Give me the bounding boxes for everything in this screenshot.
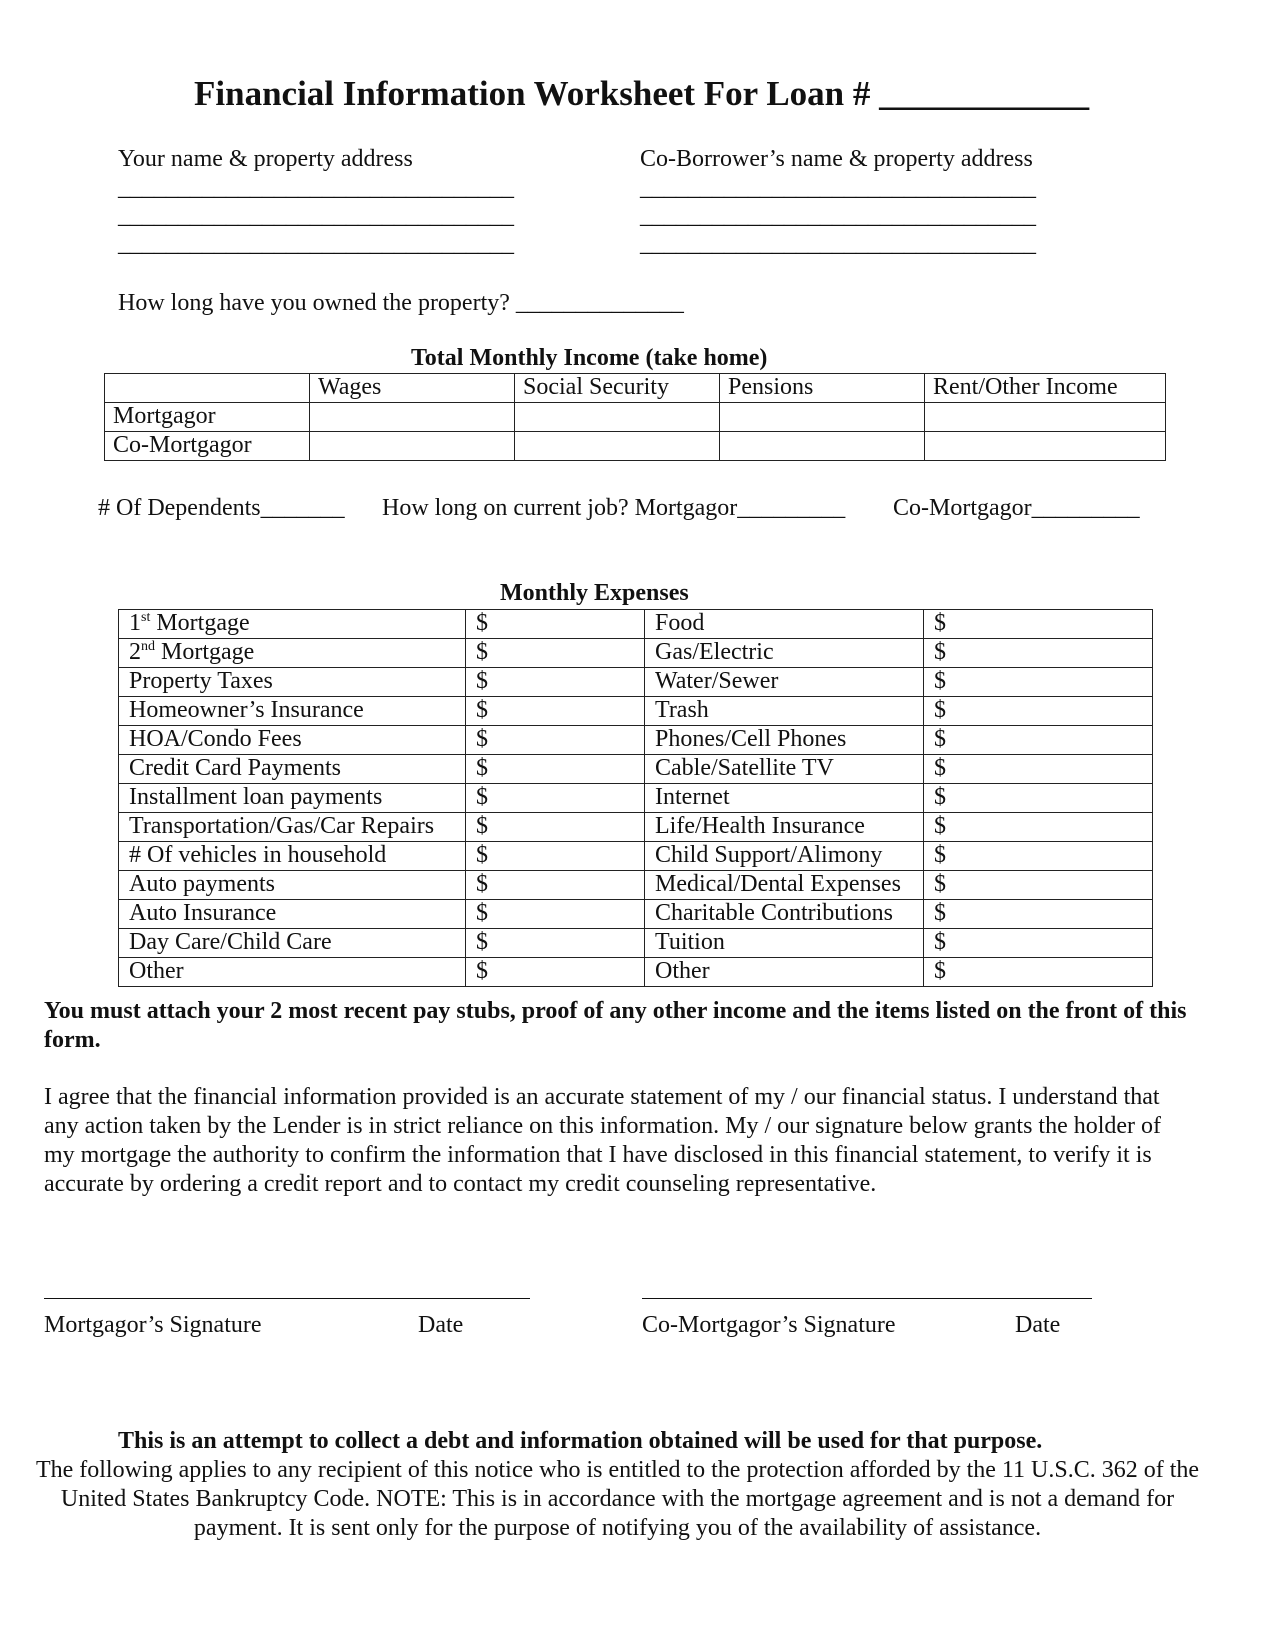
expense-label-text: Installment loan payments [129, 784, 383, 810]
table-row [105, 403, 1166, 432]
table-row [119, 697, 1153, 726]
expense-amount-left[interactable]: $ [466, 871, 645, 900]
expense-label-text: 2 [129, 639, 141, 665]
mortgagor-signature-line[interactable] [44, 1298, 530, 1299]
expense-label-text: Transportation/Gas/Car Repairs [129, 813, 435, 839]
table-row [119, 813, 1153, 842]
expense-label-text: Day Care/Child Care [129, 929, 332, 955]
income-input-cell[interactable] [720, 432, 925, 461]
expense-amount-left[interactable]: $ [466, 784, 645, 813]
expense-label-text: Credit Card Payments [129, 755, 341, 781]
expense-label-left [119, 929, 466, 958]
expense-label-left [119, 755, 466, 784]
expense-label-left [119, 610, 466, 639]
table-row [119, 842, 1153, 871]
expense-amount-right[interactable]: $ [924, 813, 1153, 842]
income-input-cell[interactable] [720, 403, 925, 432]
expense-amount-right[interactable]: $ [924, 871, 1153, 900]
coborrower-line-1[interactable]: _________________________________ [640, 175, 1036, 201]
expense-label-right: Gas/Electric [645, 639, 924, 668]
expenses-table [118, 609, 1153, 987]
debt-collection-notice: This is an attempt to collect a debt and information obtained will be used for that purpose. [118, 1428, 1043, 1454]
expense-label-right: Trash [645, 697, 924, 726]
mortgagor-date-label: Date [418, 1312, 464, 1338]
expense-label-text: # Of vehicles in household [129, 842, 387, 868]
expense-amount-right[interactable]: $ [924, 900, 1153, 929]
borrower-line-1[interactable]: _________________________________ [118, 175, 514, 201]
table-row [119, 958, 1153, 987]
table-row [119, 755, 1153, 784]
borrower-line-2[interactable]: _________________________________ [118, 203, 514, 229]
table-header-cell: Rent/Other Income [925, 374, 1166, 403]
expense-label-right: Life/Health Insurance [645, 813, 924, 842]
job-duration-mortgagor-field[interactable]: How long on current job? Mortgagor_________ [382, 495, 846, 521]
coborrower-line-3[interactable]: _________________________________ [640, 231, 1036, 257]
expense-label-right: Medical/Dental Expenses [645, 871, 924, 900]
agreement-text: I agree that the financial information provided is an accurate statement of my / our financial status. I understand that any action taken by the Lender is in strict reliance on this information. My / our signature below grants the holder of my mortgage the authority to confirm the information that I have disclosed in this financial statement, to verify it is accurate by ordering a credit report and to contact my credit counseling representative. [44, 1084, 1162, 1197]
expense-amount-left[interactable]: $ [466, 900, 645, 929]
table-row [119, 610, 1153, 639]
expense-amount-right[interactable]: $ [924, 697, 1153, 726]
expense-amount-left[interactable]: $ [466, 813, 645, 842]
table-row [119, 871, 1153, 900]
expense-label-text: Homeowner’s Insurance [129, 697, 364, 723]
expense-amount-right[interactable]: $ [924, 958, 1153, 987]
expense-label-left [119, 871, 466, 900]
expense-amount-left[interactable]: $ [466, 755, 645, 784]
expense-label-text-rest: Mortgage [150, 610, 250, 636]
expense-label-left [119, 784, 466, 813]
expense-label-right: Other [645, 958, 924, 987]
expense-amount-right[interactable]: $ [924, 842, 1153, 871]
income-input-cell[interactable] [310, 432, 515, 461]
expense-amount-right[interactable]: $ [924, 929, 1153, 958]
comortgagor-signature-line[interactable] [642, 1298, 1092, 1299]
expense-label-text: HOA/Condo Fees [129, 726, 302, 752]
expense-label-right: Water/Sewer [645, 668, 924, 697]
expense-label-right: Internet [645, 784, 924, 813]
table-header-cell: Wages [310, 374, 515, 403]
expense-amount-left[interactable]: $ [466, 929, 645, 958]
expense-label-left [119, 639, 466, 668]
table-row [119, 900, 1153, 929]
table-header-cell: Social Security [515, 374, 720, 403]
expense-amount-left[interactable]: $ [466, 639, 645, 668]
expense-label-text-rest: Mortgage [155, 639, 255, 665]
expense-label-text: 1 [129, 610, 141, 636]
income-input-cell[interactable] [310, 403, 515, 432]
expense-label-left [119, 958, 466, 987]
mortgagor-signature-label: Mortgagor’s Signature [44, 1312, 262, 1338]
borrower-label: Your name & property address [118, 146, 413, 172]
expense-label-right: Food [645, 610, 924, 639]
borrower-line-3[interactable]: _________________________________ [118, 231, 514, 257]
expense-label-text: Auto Insurance [129, 900, 277, 926]
expense-amount-left[interactable]: $ [466, 610, 645, 639]
expense-amount-right[interactable]: $ [924, 668, 1153, 697]
owned-property-question[interactable]: How long have you owned the property? ______________ [118, 290, 684, 316]
expense-label-left [119, 668, 466, 697]
expense-label-right: Cable/Satellite TV [645, 755, 924, 784]
expense-amount-right[interactable]: $ [924, 784, 1153, 813]
expenses-heading: Monthly Expenses [500, 580, 689, 606]
table-header-cell: Pensions [720, 374, 925, 403]
expense-amount-left[interactable]: $ [466, 668, 645, 697]
table-row [119, 639, 1153, 668]
table-row [119, 668, 1153, 697]
expense-amount-right[interactable]: $ [924, 726, 1153, 755]
table-row [105, 374, 1166, 403]
coborrower-label: Co-Borrower’s name & property address [640, 146, 1033, 172]
expense-label-left [119, 842, 466, 871]
expense-label-text: Auto payments [129, 871, 275, 897]
expense-label-text: Other [129, 958, 184, 984]
ordinal-suffix: st [141, 610, 151, 625]
income-heading: Total Monthly Income (take home) [411, 345, 768, 371]
expense-amount-left[interactable]: $ [466, 697, 645, 726]
bankruptcy-notice: The following applies to any recipient of this notice who is entitled to the protection afforded by the 11 U.S.C. 362 of the United States Bankruptcy Code. NOTE: This is in accordance with the mortgage agreement and is not a demand for payment. It is sent only for the purpose of notifying you of the availability of assistance. [35, 1457, 1200, 1541]
expense-amount-right[interactable]: $ [924, 755, 1153, 784]
expense-amount-left[interactable]: $ [466, 726, 645, 755]
comortgagor-signature-label: Co-Mortgagor’s Signature [642, 1312, 896, 1338]
expense-amount-right[interactable]: $ [924, 639, 1153, 668]
expense-amount-left[interactable]: $ [466, 842, 645, 871]
expense-amount-right[interactable]: $ [924, 610, 1153, 639]
expense-label-left [119, 697, 466, 726]
dependents-field[interactable]: # Of Dependents_______ [98, 495, 345, 521]
expense-label-left [119, 813, 466, 842]
expense-label-right: Charitable Contributions [645, 900, 924, 929]
table-row [105, 432, 1166, 461]
attach-notice: You must attach your 2 most recent pay stubs, proof of any other income and the items listed on the front of this form. [44, 998, 1187, 1053]
table-row [119, 929, 1153, 958]
expense-label-left [119, 900, 466, 929]
coborrower-line-2[interactable]: _________________________________ [640, 203, 1036, 229]
table-row [119, 784, 1153, 813]
comortgagor-date-label: Date [1015, 1312, 1061, 1338]
income-input-cell[interactable] [925, 403, 1166, 432]
expense-label-right: Phones/Cell Phones [645, 726, 924, 755]
row-label: Co-Mortgagor [105, 432, 310, 461]
income-input-cell[interactable] [515, 403, 720, 432]
expense-label-text: Property Taxes [129, 668, 273, 694]
expense-label-left [119, 726, 466, 755]
expense-label-right: Tuition [645, 929, 924, 958]
ordinal-suffix: nd [141, 639, 155, 654]
income-input-cell[interactable] [515, 432, 720, 461]
job-duration-comortgagor-field[interactable]: Co-Mortgagor_________ [893, 495, 1140, 521]
table-header-cell [105, 374, 310, 403]
expense-label-right: Child Support/Alimony [645, 842, 924, 871]
income-input-cell[interactable] [925, 432, 1166, 461]
expense-amount-left[interactable]: $ [466, 958, 645, 987]
page-title: Financial Information Worksheet For Loan # ____________ [194, 74, 1090, 113]
row-label: Mortgagor [105, 403, 310, 432]
table-row [119, 726, 1153, 755]
income-table [104, 373, 1166, 461]
